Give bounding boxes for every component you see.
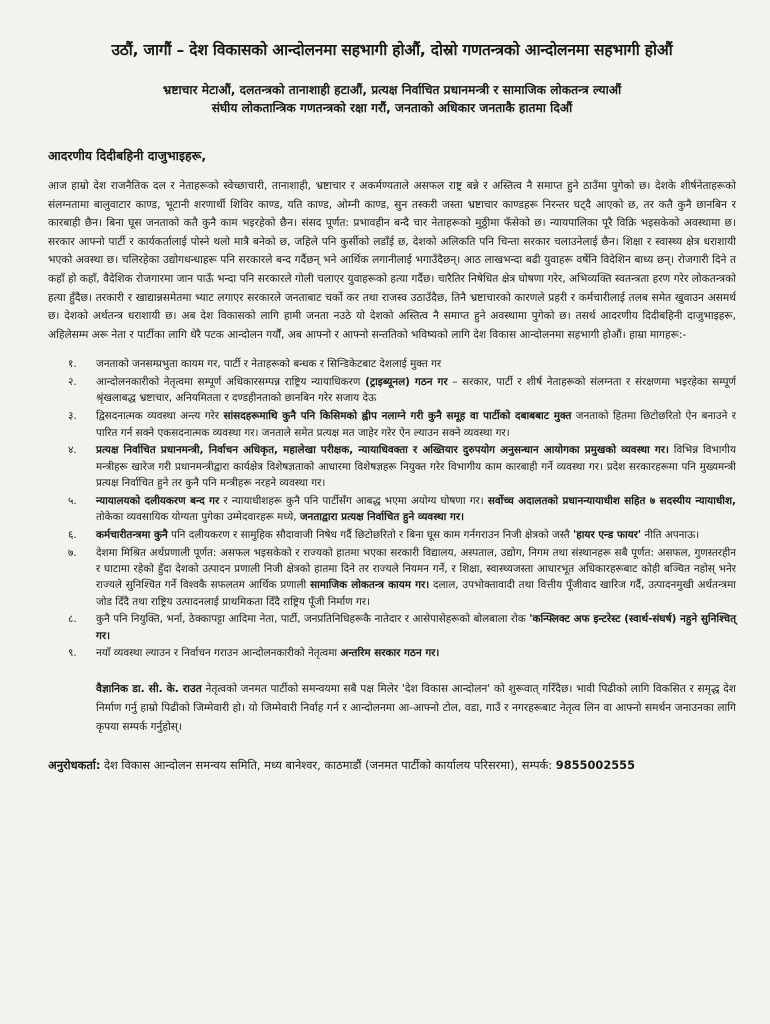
demand-text-part: पनि दलीयकरण र सामुहिक सौदावाजी निषेध गर्दै छिटोछरितो र बिना घूस काम गर्नगराउन निजी क्षेत्रको जस्तै: [167, 528, 574, 541]
demand-text-part: आन्दोलनकारीको नेतृत्वमा सम्पूर्ण अधिकारसम्पन्न राष्ट्रिय न्यायाधिकरण: [96, 376, 366, 389]
demand-text-part: देशमा मिश्रित अर्थप्रणाली पूर्णत: असफल भइसकेको र राज्यको हातमा भएका सरकारी विद्यालय, अस्पताल, उद्योग, निगम तथा संस्थानहरू सबै पूर्णत: असफल, गुणस्तरहीन र घाटामा रहेको हुँदा देशको उत्पादन प्रणाली निजी क्षेत्रको हातमा दिने तर राज्यले नियमन गर्ने, र शिक्षा, स्वास्थ्यजस्ता आधारभूत अधिकारहरूबाट कोही बञ्चित नहोस् भनेर राज्यले सुनिश्चित गर्ने विश्वकै सफलतम आर्थिक प्रणाली: [96, 546, 736, 592]
demand-text: [96, 645, 736, 661]
demand-text-part: नयाँ व्यवस्था ल्याउन र निर्वाचन गराउन आन्दोलनकारीको नेतृत्वमा: [96, 647, 341, 660]
demand-text-bold: न्यायालयको दलीयकरण बन्द गर: [96, 494, 220, 507]
demand-item: [48, 356, 736, 372]
demand-number: ६.: [68, 528, 77, 541]
intro-paragraph: आज हाम्रो देश राजनैतिक दल र नेताहरूको स्वेच्छाचारी, तानाशाही, भ्रष्टाचार र अकर्मण्यताले असफल राष्ट्र बन्ने र अस्तित्व नै समाप्त हुने ठाउँमा पुगेको छ। देशके शीर्षनेताहरूको संलग्नतामा बालुवाटार काण्ड, भूटानी शरणार्थी शिविर काण्ड, यति काण्ड, ओम्नी काण्ड, सुन तस्करी जस्ता भ्रष्टाचार काण्डहरू निरन्तर घट्दै आएको छ, तर कतै कुनै छानबिन र कारबाही छैन। बिना घूस जनताको कतै कुनै काम भइरहेको छैन। संसद पूर्णत: प्रभावहीन बन्दै चार नेताहरूको मुठ्ठीमा फँसेको छ। न्यायपालिका पूरै विक्रि भइसकेको अवस्थामा छ। सरकार आफ्नो पार्टी र कार्यकर्तालाई पोस्ने थलो मात्रै बनेको छ, जहिले पनि कुर्सीको लडाँई छ, देशको अलिकति पनि चिन्ता सरकार चलाउनेलाई छैन। शिक्षा र स्वास्थ्य क्षेत्र धराशायी भएको अवस्था छ। चलिरहेका उद्योगधन्धाहरू पनि सरकारले बन्द गर्दैछन् भने आर्थिक लगानीलाई भगाउँदैछन्। आठ लाखभन्दा बढी युवाहरू वर्षेनि विदेशिन बाध्य छन्। रोजगारी दिने त कहाँ हो कहाँ, वैदेशिक रोजगारमा जान पाऊँ भन्दा पनि सरकारले गोली चलाएर युवाहरूको हत्या गर्दैछ। चारैतिर निषेधित क्षेत्र घोषणा गरेर, अभिव्यक्ति स्वतन्त्रता हरण गरेर लोकतन्त्रको हत्या हुँदैछ। तरकारी र खाद्यान्नसमेतमा भ्याट लगाएर सरकारले जनताबाट चर्को कर तथा राजस्व उठाउँदैछ, तिनै भ्रष्टाचारको कारणले प्रहरी र कर्मचारीलाई तलब समेत खुवाउन असमर्थ छ। देशको अर्थतन्त्र धराशायी छ। अब देश विकासको लागि हामी जनता नउठे यो देशको अस्तित्व नै समाप्त हुने अवस्थामा पुगेको छ। तसर्थ आदरणीय दिदीबहिनी दाजुभाइहरू, अहिलेसम्म अरू नेता र पार्टीका लागि धेरै पटक आन्दोलन गर्यौं, अब आफ्नो र आफ्नो सन्ततिको भविष्यको लागि देश विकास आन्दोलनमा सहभागी होऔं। हाम्रा मागहरू:-: [48, 180, 737, 341]
footer-contact: [48, 756, 736, 774]
demand-text: [96, 545, 736, 610]
subtitle-line-2: संघीय लोकतान्त्रिक गणतन्त्रको रक्षा गरौं, जनताको अधिकार जनताकै हातमा दिऔं: [211, 101, 573, 115]
demand-text-part: तोकेका व्यवसायिक योग्यता पुगेका उम्मेदवारहरू मध्ये,: [96, 511, 300, 524]
demand-text-part: जनताको जनसम्प्रभुता कायम गर, पार्टी र नेताहरूको बन्धक र सिन्डिकेटबाट देशलाई मुक्त गर: [96, 358, 442, 371]
demand-text-part: दलाल, उपभोक्तावादी तथा वित्तीय पूँजीवाद खारिज गर्दै, उत्पादनमुखी अर्थतन्त्रमा जोड दिँदै तथा राष्ट्रिय उत्पादनलाई प्राथमिकता दिँदै राष्ट्रिय पूँजी निर्माण गर।: [96, 579, 736, 608]
demand-text: [96, 356, 736, 372]
demand-text-part: नीति अपनाऊ।: [641, 528, 700, 541]
closing-paragraph: [96, 680, 736, 737]
demand-text-part: – सरकार, पार्टी र शीर्ष नेताहरूको संलग्नता र संरक्षणमा भइरहेका सम्पूर्ण श्रृंखलाबद्ध भ्रष्टाचार, अनियमितता र दण्डहीनताको छानबिन गरेर सजाय देऊ: [96, 376, 736, 405]
demand-text-bold: कर्मचारीतन्त्रमा कुनै: [96, 528, 168, 541]
demand-item: [48, 374, 736, 407]
demand-number: ५.: [68, 494, 77, 507]
demand-item: [48, 545, 736, 610]
demand-item: [48, 527, 736, 543]
salutation: आदरणीय दिदीबहिनी दाजुभाइहरू,: [48, 148, 207, 163]
demand-text: [96, 527, 736, 543]
demand-item: [48, 442, 736, 491]
demand-number: ९.: [68, 647, 77, 660]
demands-list: [48, 356, 736, 661]
subtitle-block: [48, 81, 736, 117]
demand-text-bold: सामाजिक लोकतन्त्र कायम गर।: [310, 579, 430, 592]
demand-text-part: विभिन्न विभागीय मन्त्रीहरू खारेज गरी प्रधानमन्त्रीद्वारा कार्यक्षेत्र विशेषज्ञताको आधारमा विशेषज्ञहरू नियुक्त गरेर विभागीय काम कारबाही गर्ने व्यवस्था गर। प्रदेश सरकारहरूमा पनि मुख्यमन्त्री प्रत्यक्ष निर्वाचित हुने तर कुनै पनि मन्त्रीहरू नरहने व्यवस्था गर।: [96, 444, 736, 489]
demand-number: २.: [68, 376, 77, 389]
demand-text: [96, 408, 736, 441]
demand-text: [96, 493, 736, 526]
demand-text: [96, 611, 736, 644]
demand-item: [48, 493, 736, 526]
demand-text-bold: (ट्राइब्यूनल) गठन गर: [365, 376, 448, 389]
footer-label: अनुरोधकर्ता:: [48, 757, 101, 772]
demand-text-bold: जनताद्वारा प्रत्यक्ष निर्वाचित हुने व्यवस्था गर।: [299, 511, 465, 524]
footer-phone: 9855002555: [555, 757, 636, 772]
demand-text-bold: 'हायर एन्ड फायर': [573, 528, 642, 541]
demand-text-bold: सर्वोच्च अदालतको प्रधानन्यायाधीश सहित ७ सदस्यीय न्यायाधीश,: [487, 494, 736, 507]
demand-text: [96, 374, 736, 407]
demand-number: १.: [68, 358, 77, 371]
demand-text-part: र न्यायाधीशहरू कुनै पनि पार्टीसँग आबद्ध भएमा अयोग्य घोषणा गर।: [219, 494, 488, 507]
demand-text-part: कुनै पनि नियुक्ति, भर्ना, ठेक्कापट्टा आदिमा नेता, पार्टी, जनप्रतिनिधिहरूकै नातेदार र आसेपासेहरूको बोलबाला रोक: [96, 613, 530, 626]
demand-text-bold: अन्तरिम सरकार गठन गर।: [340, 647, 440, 660]
demand-text-bold: प्रत्यक्ष निर्वाचित प्रधानमन्त्री, निर्वाचन अधिकृत, महालेखा परीक्षक, न्यायाधिवक्ता र अख्तियार दुरुपयोग अनुसन्धान आयोगका प्रमुखको व्यवस्था गर।: [96, 444, 669, 457]
demand-number: ३.: [68, 410, 77, 423]
demand-item: [48, 645, 736, 661]
main-title: उठौं, जागौं – देश विकासको आन्दोलनमा सहभागी होऔं, दोस्रो गणतन्त्रको आन्दोलनमा सहभागी होऔं: [111, 41, 673, 59]
demand-text: [96, 442, 736, 491]
demand-item: [48, 408, 736, 441]
demand-item: [48, 611, 736, 644]
demand-number: ८.: [68, 613, 77, 626]
demand-number: ४.: [68, 444, 77, 457]
subtitle-line-1: भ्रष्टाचार मेटाऔं, दलतन्त्रको तानाशाही हटाऔं, प्रत्यक्ष निर्वाचित प्रधानमन्त्री र सामाजिक लोकतन्त्र ल्याऔं: [162, 83, 622, 97]
footer-address: देश विकास आन्दोलन समन्वय समिति, मध्य बानेश्वर, काठमाडौं (जनमत पार्टीको कार्यालय परिसरमा), सम्पर्क:: [100, 757, 556, 772]
demand-text-bold: सांसदहरूमाथि कुनै पनि किसिमको ह्वीप नलाग्ने गरी कुनै समूह वा पार्टीको दबाबबाट मुक्त: [223, 410, 572, 423]
demand-number: ७.: [68, 546, 77, 559]
demand-text-part: द्विसदनात्मक व्यवस्था अन्त्य गरेर: [96, 410, 224, 423]
demand-text-bold: 'कन्फ्लिक्ट अफ इन्टरेस्ट (स्वार्थ-संघर्ष) नहुने सुनिश्चित् गर।: [96, 613, 737, 642]
demand-text-part: जनताको हितमा छिटोछरितो ऐन बनाउने र पारित गर्न सक्ने एकसदनात्मक व्यवस्था गर। जनताले समेत प्रत्यक्ष मत जाहेर गरेर ऐन ल्याउन सक्ने व्यवस्था गर।: [96, 410, 736, 439]
closing-leader-name: वैज्ञानिक डा. सी. के. राउत: [96, 682, 202, 695]
closing-text: नेतृत्वको जनमत पार्टीको समन्वयमा सबै पक्ष मिलेर 'देश विकास आन्दोलन' को शुरूवात् गरिँदैछ। भावी पिढीको लागि विकसित र समृद्ध देश निर्माण गर्नु हाम्रो पिढीको जिम्मेवारी हो। यो जिम्मेवारी निर्वाह गर्न र आन्दोलनमा आ-आफ्नो टोल, वडा, गाउँ र नगरहरूबाट नेतृत्व लिन वा आफ्नो समर्थन जनाउनका लागि कृपया सम्पर्क गर्नुहोस्।: [96, 682, 736, 733]
